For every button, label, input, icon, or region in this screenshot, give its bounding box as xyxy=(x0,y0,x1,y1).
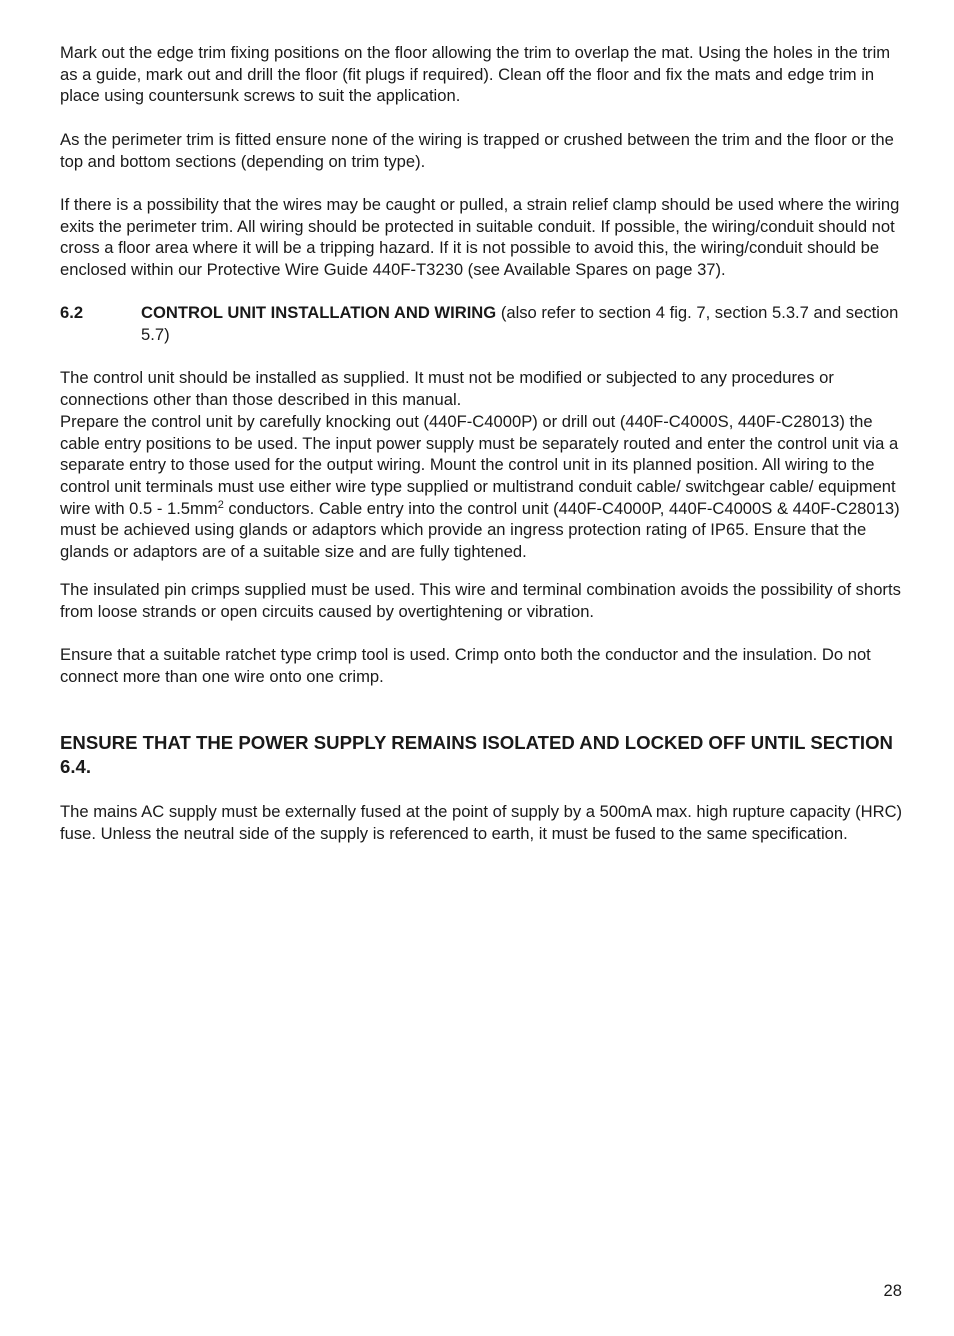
paragraph-perimeter-trim: As the perimeter trim is fitted ensure none of the wiring is trapped or crushed between the trim and the floor or the top and bottom sections (depending on trim type). xyxy=(60,129,894,171)
paragraph-install-as-supplied: The control unit should be installed as supplied. It must not be modified or subjected to any procedures or connections other than those described in this manual. xyxy=(60,368,834,410)
superscript-squared: 2 xyxy=(217,498,224,511)
paragraph-prepare-control-unit xyxy=(60,411,906,563)
section-number: 6.2 xyxy=(60,303,84,323)
prepare-text-part1: Prepare the control unit by carefully knocking out (440F-C4000P) or drill out (440F-C4000S, 440F-C28013) the cable entry positions to be used. The input power supply must be separately routed and enter the control unit via a separate entry to those used for the output wiring. Mount the control unit in its planned position. All wiring to the control unit terminals must use either wire type supplied or multistrand conduit cable/ switchgear cable/ equipment wire with 0.5 - 1.5mm xyxy=(60,411,899,518)
paragraph-edge-trim: Mark out the edge trim fixing positions on the floor allowing the trim to overlap the mat. Using the holes in the trim as a guide, mark out and drill the floor (fit plugs if required). Clean off the floor and fix the mats and edge trim in place using countersunk screws to suit the application. xyxy=(60,43,891,106)
section-reference: (also refer to section 4 fig. 7, section 5.3.7 and section 5.7) xyxy=(141,303,899,345)
paragraph-pin-crimps: The insulated pin crimps supplied must be used. This wire and terminal combination avoids the possibility of shorts from loose strands or open circuits caused by overtightening or vibration. xyxy=(60,579,901,621)
paragraph-crimp-tool: Ensure that a suitable ratchet type crimp tool is used. Crimp onto both the conductor and the insulation. Do not connect more than one wire onto one crimp. xyxy=(60,644,871,686)
warning-heading: ENSURE THAT THE POWER SUPPLY REMAINS ISOLATED AND LOCKED OFF UNTIL SECTION 6.4. xyxy=(60,732,893,778)
page-number: 28 xyxy=(883,1281,902,1300)
section-title-wrap xyxy=(141,302,906,345)
section-title: CONTROL UNIT INSTALLATION AND WIRING xyxy=(141,303,497,323)
document-page xyxy=(60,42,906,845)
paragraph-mains-supply: The mains AC supply must be externally fused at the point of supply by a 500mA max. high rupture capacity (HRC) fuse. Unless the neutral side of the supply is referenced to earth, it must be fused to the same specification. xyxy=(60,802,903,844)
section-heading xyxy=(60,302,906,345)
paragraph-strain-relief: If there is a possibility that the wires may be caught or pulled, a strain relief clamp should be used where the wiring exits the perimeter trim. All wiring should be protected in suitable conduit. If possible, the wiring/conduit should not cross a floor area where it will be a tripping hazard. If it is not possible to avoid this, the wiring/conduit should be enclosed within our Protective Wire Guide 440F-T3230 (see Available Spares on page 37). xyxy=(60,194,900,279)
prepare-text-part2: conductors. Cable entry into the control unit (440F-C4000P, 440F-C4000S & 440F-C28013) must be achieved using glands or adaptors which provide an ingress protection rating of IP65. Ensure that the glands or adaptors are of a suitable size and are fully tightened. xyxy=(60,498,900,562)
